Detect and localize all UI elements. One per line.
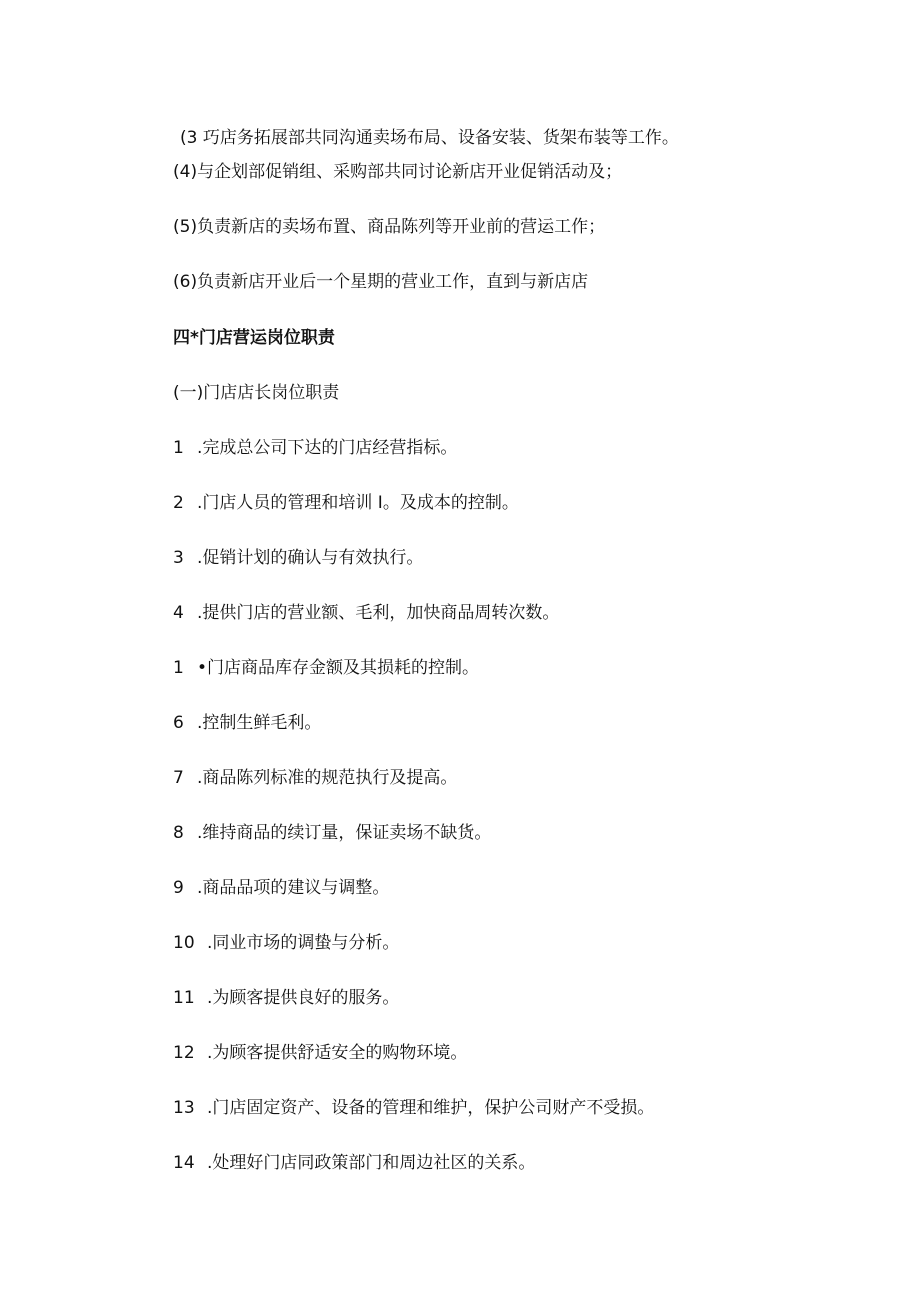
list-item-text: .完成总公司下达的门店经营指标。 [197,438,458,458]
paragraph-item-3: (3 巧店务拓展部共同沟通卖场布局、设备安装、货架布装等工作。 [180,128,679,148]
list-item [173,1096,654,1120]
list-item-text: .为顾客提供良好的服务。 [207,988,400,1008]
list-item-number: 7 [173,768,184,788]
list-item [173,1041,467,1065]
list-item-number: 2 [173,493,184,513]
paragraph-item-6: (6)负责新店开业后一个星期的营业工作，直到与新店店 [173,272,589,292]
list-item-number: 4 [173,603,184,623]
list-item [173,1151,535,1175]
list-item [173,656,479,680]
list-item-text: .商品品项的建议与调整。 [197,878,390,898]
list-item-text: .控制生鲜毛利。 [197,713,322,733]
list-item-text: .处理好门店同政策部门和周边社区的关系。 [207,1153,536,1173]
list-item-number: 1 [173,438,184,458]
list-item [173,931,399,955]
list-item [173,601,559,625]
list-item-number: 3 [173,548,184,568]
list-item-text: .商品陈列标准的规范执行及提高。 [197,768,458,788]
list-item [173,821,491,845]
list-item-text: .为顾客提供舒适安全的购物环境。 [207,1043,468,1063]
section-title: 四*门店营运岗位职责 [173,328,335,348]
list-item [173,546,423,570]
list-item-text: .门店人员的管理和培训 I。及成本的控制。 [197,493,519,513]
list-item-number: 11 [173,988,195,1008]
list-item [173,986,399,1010]
list-item [173,491,519,515]
list-item [173,436,457,460]
list-item-number: 6 [173,713,184,733]
subsection-title: (一)门店店长岗位职责 [173,383,340,403]
list-item-number: 9 [173,878,184,898]
list-item-number: 14 [173,1153,195,1173]
paragraph-item-4: (4)与企划部促销组、采购部共同讨论新店开业促销活动及； [173,162,623,182]
list-item [173,711,321,735]
list-item-text: .同业市场的调蛰与分析。 [207,933,400,953]
list-item-text: .提供门店的营业额、毛利，加快商品周转次数。 [197,603,560,623]
list-item-number: 10 [173,933,195,953]
list-item-number: 13 [173,1098,195,1118]
list-item-number: 1 [173,658,184,678]
list-item [173,876,389,900]
list-item-text: .维持商品的续订量，保证卖场不缺货。 [197,823,492,843]
list-item-number: 8 [173,823,184,843]
list-item [173,766,457,790]
list-item-number: 12 [173,1043,195,1063]
list-item-text: .促销计划的确认与有效执行。 [197,548,424,568]
list-item-text: .门店固定资产、设备的管理和维护，保护公司财产不受损。 [207,1098,655,1118]
list-item-text: •门店商品库存金额及其损耗的控制。 [197,658,480,678]
paragraph-item-5: (5)负责新店的卖场布置、商品陈列等开业前的营运工作； [173,217,606,237]
